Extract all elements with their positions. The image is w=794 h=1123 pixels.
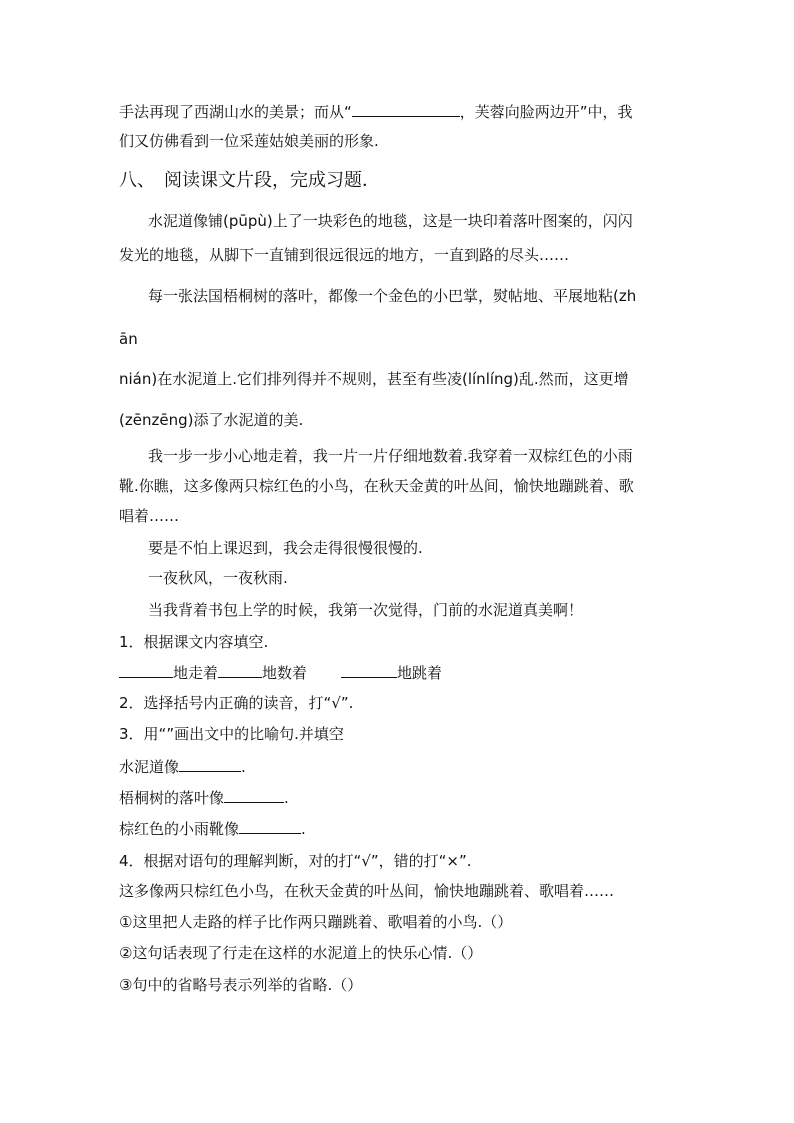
fill-blank-2[interactable] [218,663,262,678]
intro-line-1 [119,102,633,122]
fill-blank-1[interactable] [119,663,173,678]
passage-para4: 要是不怕上课迟到，我会走得很慢很慢的. [148,539,423,557]
passage-para6: 当我背着书包上学的时候，我第一次觉得，门前的水泥道真美啊！ [148,601,584,619]
fill-blank[interactable] [239,819,301,834]
passage-para3-line3: 唱着…… [119,507,180,525]
question-2: 2．选择括号内正确的读音，打“√”. [119,694,354,712]
question-3-fill-b [119,788,289,808]
intro-line-2: 们又仿佛看到一位采莲姑娘美丽的形象. [119,132,379,150]
fill-suffix-2: 地数着 [262,664,308,682]
passage-para2-line2: ān [119,330,138,348]
passage-para2-line3: nián)在水泥道上.它们排列得并不规则，甚至有些凌(línlíng)乱.然而，这更增 [119,370,629,388]
answer-blank[interactable] [352,102,460,117]
fill-suffix-1: 地走着 [173,664,219,682]
fill-prefix: 水泥道像 [119,758,180,776]
intro-text-before-blank: 手法再现了西湖山水的美景；而从“ [119,103,352,121]
question-3: 3．用“”画出文中的比喻句.并填空 [119,725,344,743]
question-4-sentence: 这多像两只棕红色小鸟，在秋天金黄的叶丛间，愉快地蹦跳着、歌唱着…… [119,882,615,900]
fill-prefix: 棕红色的小雨靴像 [119,820,240,838]
passage-para1-line2: 发光的地毯，从脚下一直铺到很远很远的地方，一直到路的尽头…… [119,246,570,264]
question-3-fill-c [119,819,306,839]
fill-blank[interactable] [224,788,284,803]
passage-para2-line1: 每一张法国梧桐树的落叶，都像一个金色的小巴掌，熨帖地、平展地粘(zh [148,287,637,305]
question-1-fills [119,663,442,683]
fill-prefix: 梧桐树的落叶像 [119,789,225,807]
period: . [284,789,289,807]
fill-suffix-3: 地跳着 [397,664,443,682]
question-4-item-2: ②这句话表现了行走在这样的水泥道上的快乐心情.（） [119,944,483,962]
section-heading: 八、 阅读课文片段，完成习题． [119,170,380,191]
passage-para5: 一夜秋风，一夜秋雨. [148,569,288,587]
intro-text-after-blank: ，芙蓉向脸两边开”中，我 [459,103,633,121]
question-3-fill-a [119,757,246,777]
fill-blank[interactable] [179,757,241,772]
period: . [241,758,246,776]
passage-para2-line4: (zēnzēng)添了水泥道的美. [119,411,304,429]
passage-para3-line2: 靴.你瞧，这多像两只棕红色的小鸟，在秋天金黄的叶丛间，愉快地蹦跳着、歌 [119,477,634,495]
passage-para1-line1: 水泥道像铺(pūpù)上了一块彩色的地毯，这是一块印着落叶图案的，闪闪 [148,212,633,230]
period: . [301,820,306,838]
question-4-item-3: ③句中的省略号表示列举的省略.（） [119,976,363,994]
question-1: 1．根据课文内容填空. [119,633,269,651]
passage-para3-line1: 我一步一步小心地走着，我一片一片仔细地数着.我穿着一双棕红色的小雨 [148,447,633,465]
question-4-item-1: ①这里把人走路的样子比作两只蹦跳着、歌唱着的小鸟.（） [119,913,513,931]
question-4: 4．根据对语句的理解判断，对的打“√”，错的打“×”. [119,852,472,870]
fill-blank-3[interactable] [341,663,397,678]
